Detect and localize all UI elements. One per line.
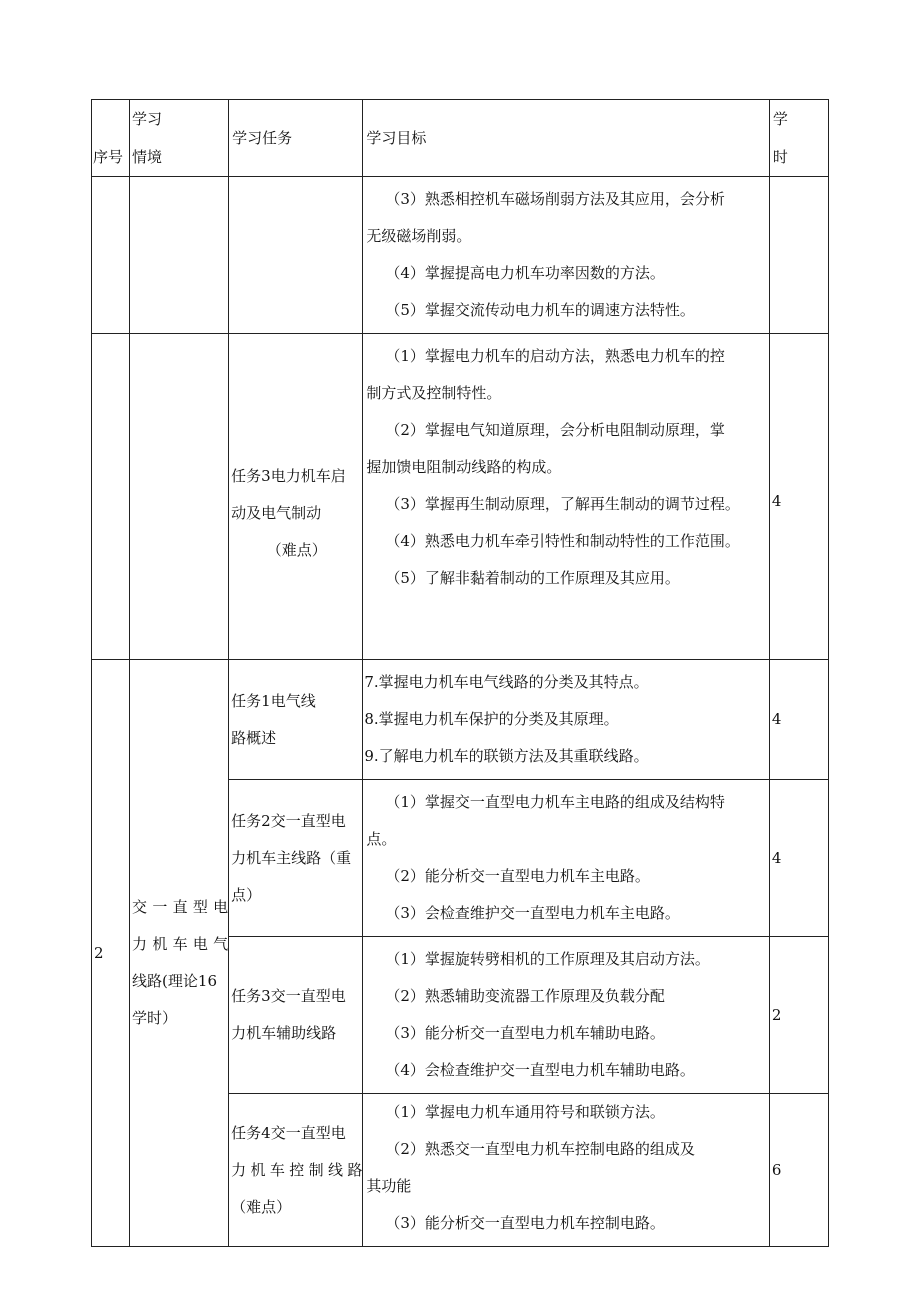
hours-cell: 4	[769, 660, 828, 780]
task-cell	[229, 177, 363, 334]
no-cell	[92, 177, 130, 334]
goal-line: （3）熟悉相控机车磁场削弱方法及其应用，会分析	[385, 190, 725, 208]
goal-line: （3）会检查维护交一直型电力机车主电路。	[385, 904, 680, 922]
header-hours	[769, 100, 828, 177]
context-line: 线路(理论16	[132, 972, 217, 990]
no-cell	[92, 334, 130, 660]
goal-line: （4）掌握提高电力机车功率因数的方法。	[385, 264, 665, 282]
no-cell: 2	[92, 660, 130, 1247]
task-cell	[229, 937, 363, 1094]
table-row	[92, 177, 829, 334]
task-line: 任务4交一直型电	[231, 1123, 346, 1142]
task-cell	[229, 660, 363, 780]
goal-line: （1）掌握旋转劈相机的工作原理及其启动方法。	[385, 950, 710, 968]
goal-line: 点。	[366, 830, 397, 848]
goal-cell	[363, 334, 770, 660]
goal-line: （1）掌握交一直型电力机车主电路的组成及结构特	[385, 793, 725, 811]
goal-line: 握加馈电阻制动线路的构成。	[366, 458, 562, 476]
goal-line: （2）熟悉交一直型电力机车控制电路的组成及	[385, 1140, 695, 1158]
goal-cell	[363, 780, 770, 937]
goal-line: 制方式及控制特性。	[366, 384, 502, 402]
header-context-line1: 学习	[132, 110, 163, 128]
goal-line: 无级磁场削弱。	[366, 227, 472, 245]
goal-line: （3）能分析交一直型电力机车控制电路。	[385, 1214, 665, 1232]
goal-line: 8.掌握电力机车保护的分类及其原理。	[364, 710, 619, 728]
hours-cell: 4	[769, 334, 828, 660]
goal-line: （3）能分析交一直型电力机车辅助电路。	[385, 1024, 665, 1042]
context-cell	[130, 177, 229, 334]
header-no: 序号	[92, 100, 130, 177]
goal-line: （1）掌握电力机车的启动方法，熟悉电力机车的控	[385, 347, 725, 365]
task-line: 任务2交一直型电	[231, 811, 346, 830]
task-line: 任务3电力机车启	[231, 467, 346, 485]
header-task: 学习任务	[229, 100, 363, 177]
task-line: 动及电气制动	[231, 504, 322, 522]
header-hours-line1: 学	[772, 110, 788, 128]
goal-line: （5）掌握交流传动电力机车的调速方法特性。	[385, 301, 695, 319]
task-line: 点）	[231, 885, 262, 904]
task-line: 力机车主线路（重	[231, 848, 352, 867]
goal-line: （3）掌握再生制动原理，了解再生制动的调节过程。	[385, 495, 740, 513]
context-cell	[130, 660, 229, 1247]
goal-line: （4）熟悉电力机车牵引特性和制动特性的工作范围。	[385, 532, 740, 550]
table-row	[92, 334, 829, 660]
context-line: 交一直型电	[132, 898, 229, 916]
goal-cell	[363, 1094, 770, 1247]
header-row	[92, 100, 829, 177]
task-line: 力机车辅助线路	[231, 1024, 337, 1042]
goal-line: 9.了解电力机车的联锁方法及其重联线路。	[364, 747, 649, 765]
task-line: （难点）	[266, 541, 327, 559]
task-line: 任务3交一直型电	[231, 987, 346, 1005]
task-line: 力机车控制线路	[231, 1160, 363, 1179]
goal-line: 7.掌握电力机车电气线路的分类及其特点。	[364, 673, 649, 691]
goal-line: （5）了解非黏着制动的工作原理及其应用。	[385, 569, 680, 587]
goal-cell	[363, 660, 770, 780]
context-cell	[130, 334, 229, 660]
task-cell	[229, 780, 363, 937]
task-cell	[229, 1094, 363, 1247]
task-line: （难点）	[231, 1197, 292, 1216]
goal-cell	[363, 937, 770, 1094]
hours-cell: 6	[769, 1094, 828, 1247]
hours-cell: 4	[769, 780, 828, 937]
hours-cell	[769, 177, 828, 334]
goal-line: （1）掌握电力机车通用符号和联锁方法。	[385, 1103, 665, 1121]
header-goal: 学习目标	[363, 100, 770, 177]
header-context-line2: 情境	[132, 148, 163, 166]
context-line: 力机车电气	[132, 935, 229, 953]
hours-cell: 2	[769, 937, 828, 1094]
task-line: 任务1电气线	[231, 691, 316, 710]
goal-line: （2）能分析交一直型电力机车主电路。	[385, 867, 650, 885]
goal-line: （2）掌握电气知道原理，会分析电阻制动原理，掌	[385, 421, 725, 439]
table-row	[92, 660, 829, 780]
header-hours-line2: 时	[772, 148, 788, 166]
goal-line: （2）熟悉辅助变流器工作原理及负载分配	[385, 987, 665, 1005]
header-context	[130, 100, 229, 177]
curriculum-table	[91, 99, 829, 1247]
goal-line: （4）会检查维护交一直型电力机车辅助电路。	[385, 1061, 695, 1079]
goal-line: 其功能	[366, 1177, 412, 1195]
context-line: 学时）	[132, 1009, 178, 1027]
task-line: 路概述	[231, 728, 277, 747]
task-cell	[229, 334, 363, 660]
goal-cell	[363, 177, 770, 334]
